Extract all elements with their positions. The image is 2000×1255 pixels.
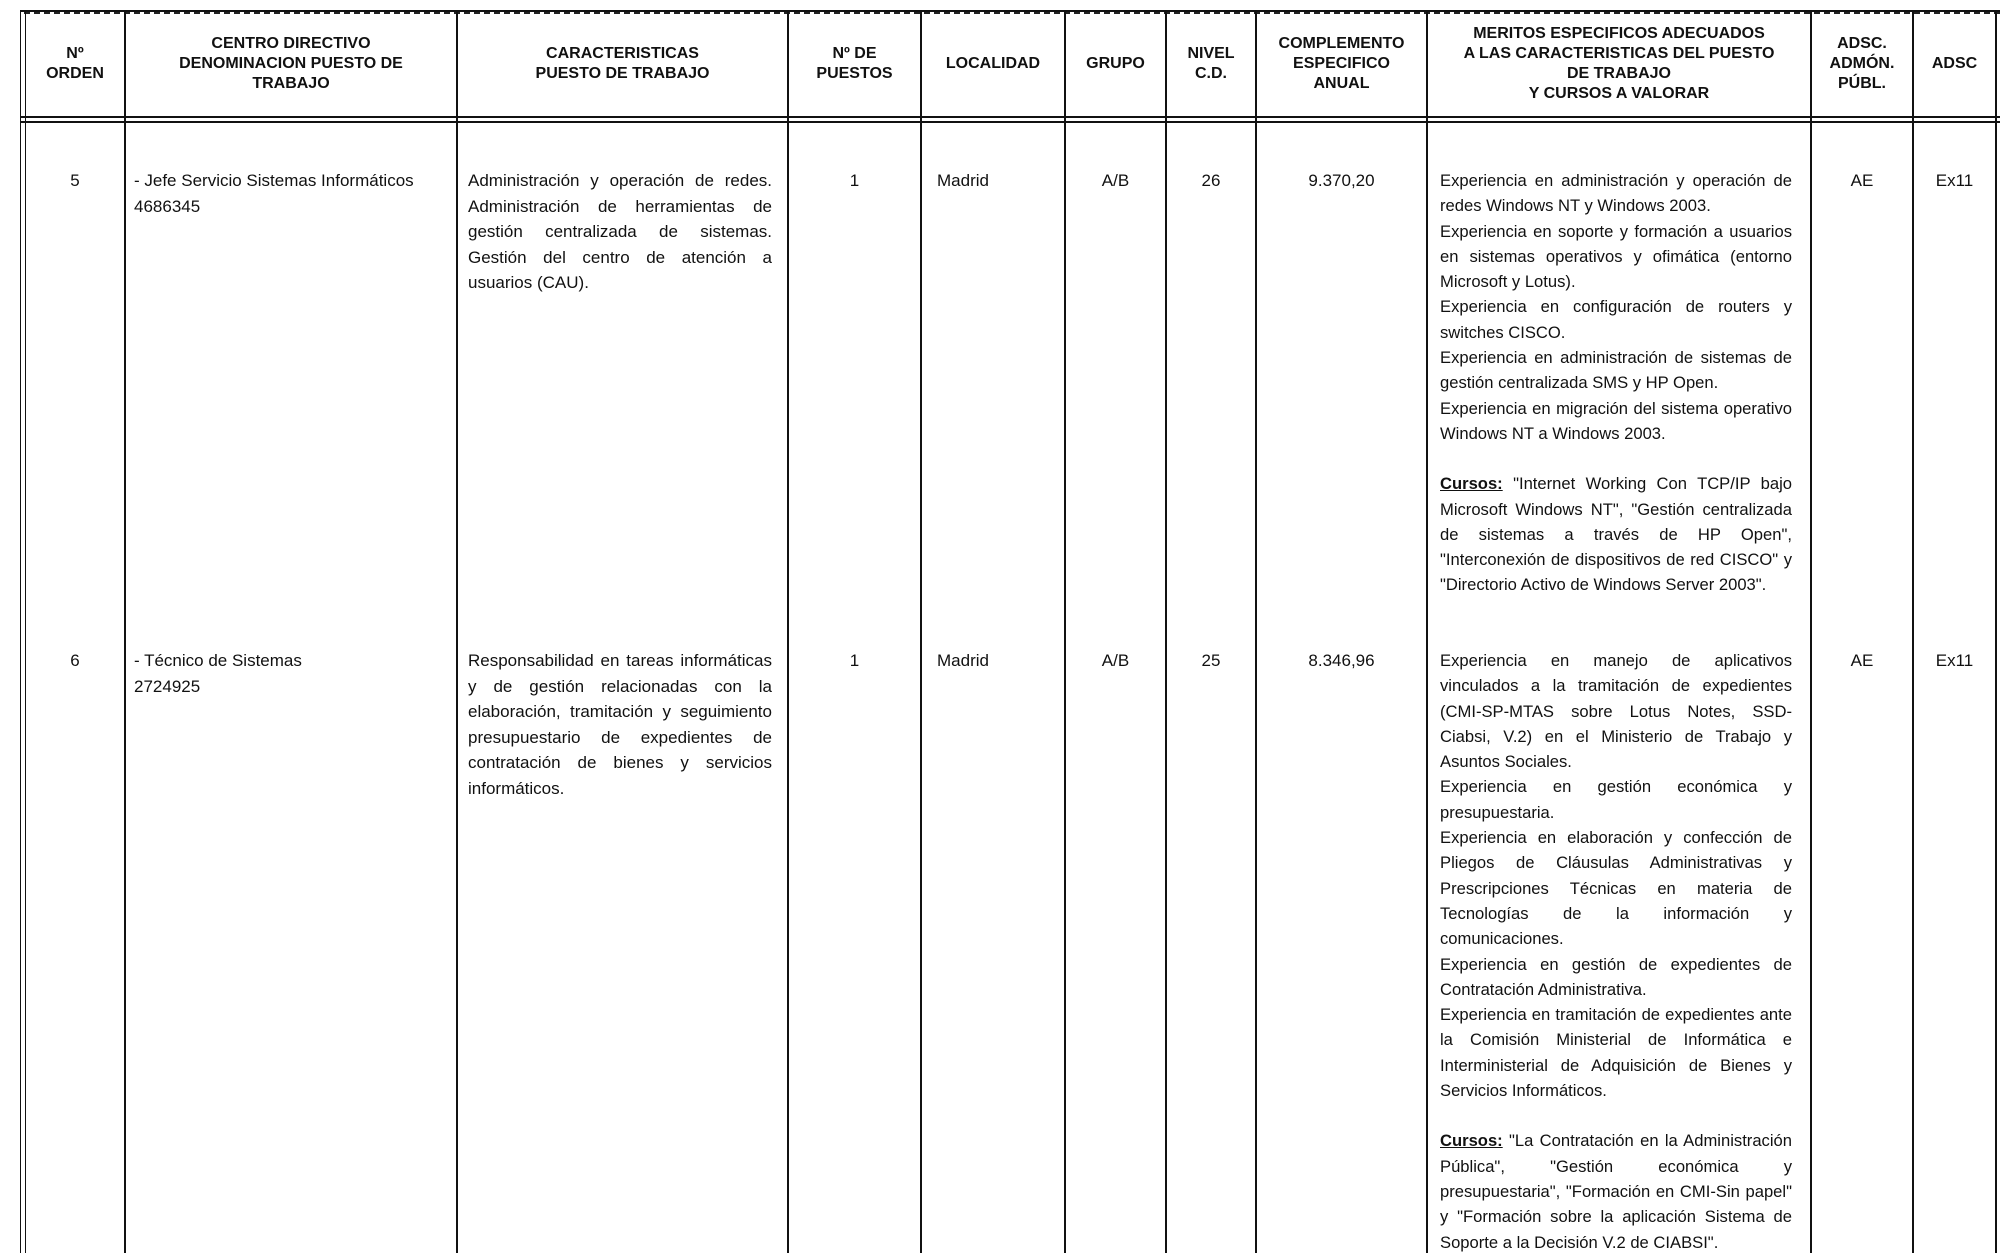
header-nivel: NIVEL C.D.	[1187, 45, 1235, 82]
col-sep	[1165, 10, 1167, 1253]
row-6-num-puestos: 1	[849, 651, 860, 670]
row-6-grupo: A/B	[1101, 651, 1130, 670]
courses-text: "La Contratación en la Administración Pública", "Gestión económica y presupuestaria", "Formación en CMI-Sin papel" y "Formación sobre la aplicación Sistema de Soporte a la Decisión V.2 de CIABSI".	[1440, 1131, 1792, 1252]
merit-item: Experiencia en gestión de expedientes de Contratación Administrativa.	[1440, 954, 1792, 999]
header-caracteristicas: CARACTERISTICAS PUESTO DE TRABAJO	[535, 45, 710, 82]
merit-courses	[1440, 471, 1792, 597]
merit-item: Experiencia en administración y operación de redes Windows NT y Windows 2003.	[1440, 171, 1792, 216]
merit-courses	[1440, 1128, 1792, 1254]
row-5-complemento: 9.370,20	[1308, 171, 1375, 190]
row-5-caracteristicas: Administración y operación de redes. Administración de herramientas de gestión centralizada de sistemas. Gestión del centro de atención a usuarios (CAU).	[468, 171, 772, 292]
row-5-adsc: Ex11	[1935, 171, 1974, 190]
merit-item: Experiencia en tramitación de expedientes ante la Comisión Ministerial de Informática e Interministerial de Adquisición de Bienes y Servicios Informáticos.	[1440, 1005, 1792, 1101]
col-sep	[1912, 10, 1914, 1253]
header-meritos: MERITOS ESPECIFICOS ADECUADOS A LAS CARACTERISTICAS DEL PUESTO DE TRABAJO Y CURSOS A VALORAR	[1463, 25, 1775, 102]
row-5-localidad: Madrid	[937, 171, 989, 190]
merit-item: Experiencia en configuración de routers y switches CISCO.	[1440, 297, 1792, 342]
row-5-nivel: 26	[1201, 171, 1221, 190]
courses-label: Cursos:	[1440, 1131, 1503, 1151]
col-sep	[1255, 10, 1257, 1253]
header-adsc-admon: ADSC. ADMÓN. PÚBL.	[1829, 35, 1895, 92]
header-num-puestos: Nº DE PUESTOS	[816, 45, 893, 82]
row-6-puesto: - Técnico de Sistemas 2724925	[134, 651, 302, 696]
col-sep	[124, 10, 126, 1253]
header-grupo: GRUPO	[1086, 55, 1145, 72]
courses-text: "Internet Working Con TCP/IP bajo Microsoft Windows NT", "Gestión centralizada de sistemas a través de HP Open", "Interconexión de dispositivos de red CISCO" y "Directorio Activo de Windows Server 2003".	[1440, 474, 1792, 595]
row-5-meritos	[1440, 168, 1792, 598]
col-sep	[456, 10, 458, 1253]
col-sep	[1426, 10, 1428, 1253]
row-6-localidad: Madrid	[937, 651, 989, 670]
row-6-adsc: Ex11	[1935, 651, 1974, 670]
row-5-orden: 5	[70, 171, 80, 190]
left-border	[20, 10, 26, 1253]
merit-item: Experiencia en manejo de aplicativos vinculados a la tramitación de expedientes (CMI-SP-MTAS sobre Lotus Notes, SSD-Ciabsi, V.2) en el Ministerio de Trabajo y Asuntos Sociales.	[1440, 651, 1792, 772]
col-sep	[1810, 10, 1812, 1253]
header-localidad: LOCALIDAD	[945, 55, 1041, 72]
merit-item: Experiencia en gestión económica y presupuestaria.	[1440, 777, 1792, 822]
col-sep	[787, 10, 789, 1253]
row-5-puesto: - Jefe Servicio Sistemas Informáticos 4686345	[134, 171, 414, 216]
row-6-orden: 6	[70, 651, 80, 670]
header-top-rule	[20, 10, 2000, 12]
merit-item: Experiencia en migración del sistema operativo Windows NT a Windows 2003.	[1440, 398, 1792, 443]
header-complemento: COMPLEMENTO ESPECIFICO ANUAL	[1278, 35, 1405, 92]
header-bottom-rule-2	[20, 121, 2000, 123]
merit-item: Experiencia en elaboración y confección de Pliegos de Cláusulas Administrativas y Prescripciones Técnicas en materia de Tecnologías de la información y comunicaciones.	[1440, 828, 1792, 949]
row-5-grupo: A/B	[1101, 171, 1130, 190]
header-adsc: ADSC	[1931, 55, 1978, 72]
row-5-adsc-admon: AE	[1850, 171, 1874, 190]
row-5-num-puestos: 1	[849, 171, 860, 190]
merit-item: Experiencia en administración de sistemas de gestión centralizada SMS y HP Open.	[1440, 348, 1792, 393]
row-6-meritos	[1440, 648, 1792, 1255]
row-6-adsc-admon: AE	[1850, 651, 1874, 670]
row-6-complemento: 8.346,96	[1308, 651, 1375, 670]
merit-item: Experiencia en soporte y formación a usuarios en sistemas operativos y ofimática (entorno Microsoft y Lotus).	[1440, 221, 1792, 292]
col-sep	[1064, 10, 1066, 1253]
header-bottom-rule	[20, 116, 2000, 118]
header-centro-directivo: CENTRO DIRECTIVO DENOMINACION PUESTO DE TRABAJO	[179, 35, 403, 92]
header-orden: Nº ORDEN	[46, 45, 104, 82]
courses-label: Cursos:	[1440, 474, 1503, 494]
row-6-nivel: 25	[1201, 651, 1221, 670]
col-sep	[920, 10, 922, 1253]
row-6-caracteristicas: Responsabilidad en tareas informáticas y de gestión relacionadas con la elaboración, tramitación y seguimiento presupuestario de expedientes de contratación de bienes y servicios informáticos.	[468, 651, 772, 798]
col-sep	[1995, 10, 1997, 1253]
